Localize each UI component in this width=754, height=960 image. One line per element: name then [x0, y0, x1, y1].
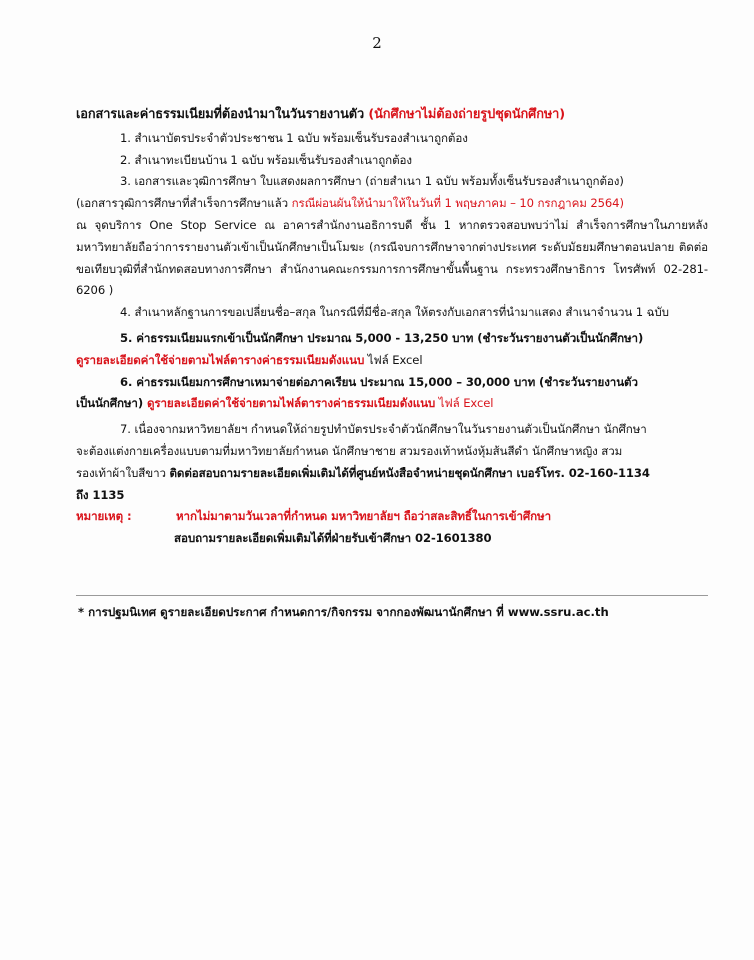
heading-red-note: (นักศึกษาไม่ต้องถ่ายรูปชุดนักศึกษา)	[368, 107, 566, 122]
footnote: * การปฐมนิเทศ ดูรายละเอียดประกาศ กำหนดการ/กิจกรรม จากกองพัฒนานักศึกษา ที่ www.ssru.ac.th	[78, 605, 609, 619]
item-7-line-c: รองเท้าผ้าใบสีขาว	[76, 465, 170, 480]
item-3-deadline-red: กรณีผ่อนผันให้นำมาให้ในวันที่ 1 พฤษภาคม – 10 กรกฎาคม 2564)	[291, 196, 624, 211]
item-7-contact: ติดต่อสอบถามรายละเอียดเพิ่มเติมได้ที่ศูนย์หนังสือจำหน่ายชุดนักศึกษา เบอร์โทร. 02-160-1134	[169, 465, 650, 480]
remark-contact: สอบถามรายละเอียดเพิ่มเติมได้ที่ฝ่ายรับเข้าศึกษา 02-1601380	[174, 531, 492, 546]
list-item-3: 3. เอกสารและวุฒิการศึกษา ใบแสดงผลการศึกษา (ถ่ายสำเนา 1 ฉบับ พร้อมทั้งเซ็นรับรองสำเนาถูกต้อง)	[120, 174, 624, 189]
list-item-5	[76, 328, 708, 372]
item-5-fee: 5. ค่าธรรมเนียมแรกเข้าเป็นนักศึกษา ประมาณ 5,000 - 13,250 บาท (ชำระวันรายงานตัวเป็นนักศึกษา)	[120, 330, 644, 345]
item-3-note-text: (เอกสารวุฒิการศึกษาที่สำเร็จการศึกษาแล้ว	[76, 196, 292, 211]
list-item-3-body: ณ จุดบริการ One Stop Service ณ อาคารสำนักงานอธิการบดี ชั้น 1 หากตรวจสอบพบว่าไม่ สำเร็จการศึกษาในภายหลัง มหาวิทยาลัยถือว่าการรายงานตัวเข้าเป็นนักศึกษาเป็นโมฆะ (กรณีจบการศึกษาจากต่างประเทศ ระดับมัธยมศึกษาตอนปลาย ติดต่อขอเทียบวุฒิที่สำนักทดสอบทางการศึกษา สำนักงานคณะกรรมการการศึกษาขั้นพื้นฐาน กระทรวงศึกษาธิการ โทรศัพท์ 02-281-6206 )	[76, 217, 708, 298]
item-5-excel: ไฟล์ Excel	[364, 352, 423, 367]
list-item-2: 2. สำเนาทะเบียนบ้าน 1 ฉบับ พร้อมเซ็นรับรองสำเนาถูกต้อง	[120, 152, 412, 167]
remark-label: หมายเหตุ :	[76, 509, 132, 524]
item-6-fee: 6. ค่าธรรมเนียมการศึกษาเหมาจ่ายต่อภาคเรียน ประมาณ 15,000 – 30,000 บาท (ชำระวันรายงานตัว	[120, 374, 638, 389]
item-6-excel: ไฟล์ Excel	[435, 396, 494, 411]
remark-red-text: หากไม่มาตามวันเวลาที่กำหนด มหาวิทยาลัยฯ ถือว่าสละสิทธิ์ในการเข้าศึกษา	[176, 509, 551, 524]
item-7-contact-cont: ถึง 1135	[76, 487, 125, 502]
item-6-detail-red: ดูรายละเอียดค่าใช้จ่ายตามไฟล์ตารางค่าธรรมเนียมดังแนบ	[143, 396, 436, 411]
list-item-1: 1. สำเนาบัตรประจำตัวประชาชน 1 ฉบับ พร้อมเซ็นรับรองสำเนาถูกต้อง	[120, 130, 468, 145]
item-7-line-b: จะต้องแต่งกายเครื่องแบบตามที่มหาวิทยาลัยกำหนด นักศึกษาชาย สวมรองเท้าหนังหุ้มส้นสีดำ นักศึกษาหญิง สวม	[76, 443, 623, 458]
item-6-fee-cont: เป็นนักศึกษา)	[76, 396, 144, 411]
list-item-4: 4. สำเนาหลักฐานการขอเปลี่ยนชื่อ–สกุล ในกรณีที่มีชื่อ-สกุล ให้ตรงกับเอกสารที่นำมาแสดง สำเนาจำนวน 1 ฉบับ	[120, 305, 669, 320]
item-5-detail-red: ดูรายละเอียดค่าใช้จ่ายตามไฟล์ตารางค่าธรรมเนียมดังแนบ	[76, 352, 365, 367]
list-item-6	[76, 372, 708, 416]
footnote-divider	[76, 595, 708, 596]
page-number: 2	[372, 34, 382, 52]
list-item-7	[76, 419, 708, 506]
item-7-line-a: 7. เนื่องจากมหาวิทยาลัยฯ กำหนดให้ถ่ายรูปทำบัตรประจำตัวนักศึกษาในวันรายงานตัวเป็นนักศึกษา นักศึกษา	[120, 422, 647, 437]
remark	[76, 506, 708, 528]
list-item-3-note	[76, 193, 708, 215]
section-heading	[76, 104, 708, 126]
heading-main: เอกสารและค่าธรรมเนียมที่ต้องนำมาในวันรายงานตัว	[76, 107, 365, 122]
document-body	[76, 104, 708, 550]
